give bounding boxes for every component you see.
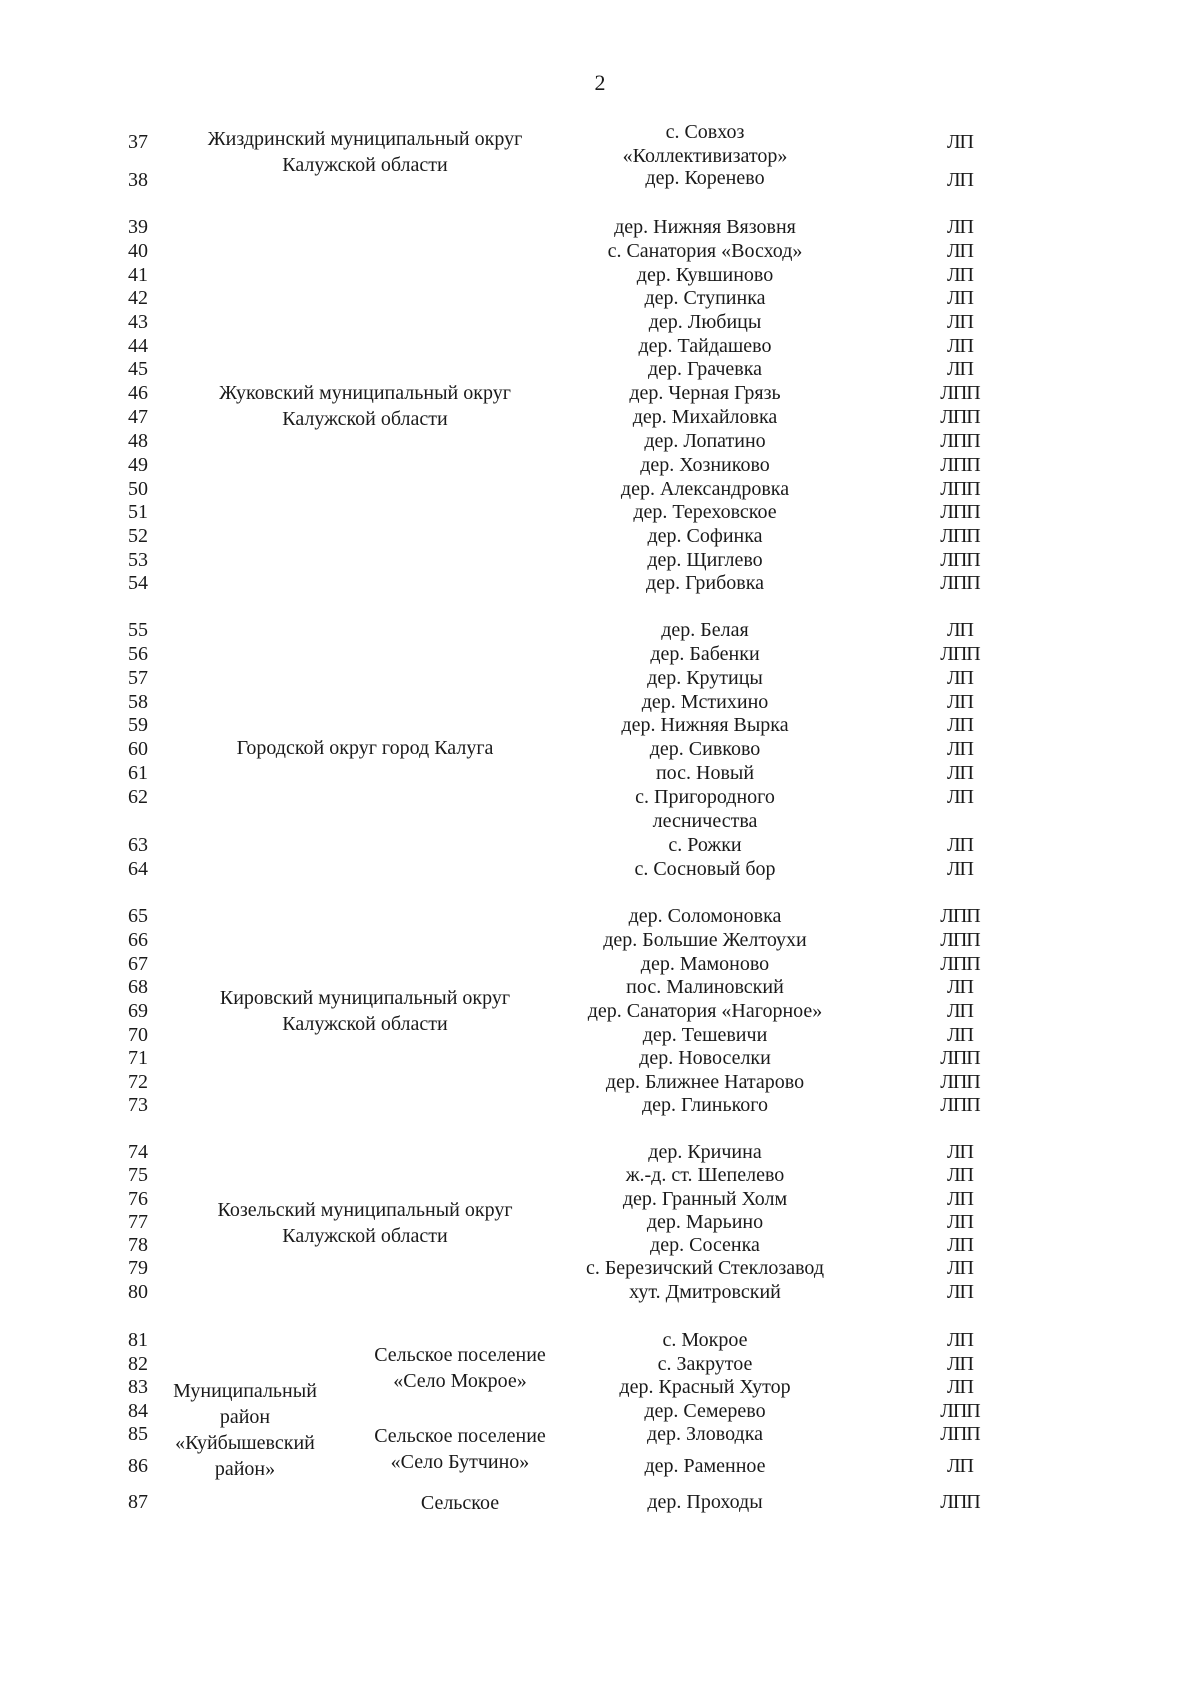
- settlement-name: дер. Марьино: [646, 1211, 764, 1233]
- row-number: 71: [128, 1047, 148, 1069]
- page-number: 2: [594, 70, 606, 95]
- settlement-name: дер. Белая: [661, 619, 749, 641]
- settlement-name: дер. Новоселки: [639, 1047, 771, 1069]
- settlement-name: дер. Соломоновка: [628, 905, 782, 927]
- status-code: ЛПП: [940, 1491, 980, 1513]
- status-code: ЛПП: [940, 572, 980, 594]
- status-code: ЛП: [946, 1329, 973, 1351]
- row-number: 37: [128, 131, 148, 153]
- settlement-name: дер. Тешевичи: [642, 1024, 768, 1046]
- municipality-kuybyshevsky: Муниципальный район «Куйбышевский район»: [173, 1380, 317, 1480]
- status-code: ЛП: [946, 1234, 973, 1256]
- row-number: 46: [128, 382, 148, 404]
- settlement-name: с. Мокрое: [662, 1329, 748, 1351]
- status-code: ЛП: [946, 714, 973, 736]
- municipality-kaluga: Городской округ город Калуга: [236, 737, 494, 759]
- municipality-zhukovsky: Жуковский муниципальный округ Калужской области: [219, 382, 511, 430]
- status-code: ЛП: [946, 287, 973, 309]
- settlement-name: хут. Дмитровский: [629, 1281, 781, 1303]
- row-number: 77: [128, 1211, 148, 1233]
- status-code: ЛП: [946, 1164, 973, 1186]
- row-number: 47: [128, 406, 148, 428]
- municipality-kozelsky: Козельский муниципальный округ Калужской области: [217, 1199, 513, 1247]
- settlement-name: дер. Мамоново: [640, 953, 770, 975]
- settlement-name: дер. Ступинка: [644, 287, 766, 309]
- row-number: 78: [128, 1234, 148, 1256]
- settlement-name: дер. Глинького: [641, 1094, 769, 1116]
- status-code: ЛП: [946, 1141, 973, 1163]
- settlement-name: с. Закрутое: [657, 1353, 753, 1375]
- status-code: ЛП: [946, 169, 973, 191]
- row-number: 87: [128, 1491, 148, 1513]
- settlement-name: дер. Лопатино: [644, 430, 766, 452]
- status-code: ЛПП: [940, 478, 980, 500]
- row-number: 49: [128, 454, 148, 476]
- status-code: ЛП: [946, 1024, 973, 1046]
- settlement-name: дер. Александровка: [620, 478, 790, 500]
- row-number: 81: [128, 1329, 148, 1351]
- row-number: 72: [128, 1071, 148, 1093]
- row-number: 50: [128, 478, 148, 500]
- row-number: 48: [128, 430, 148, 452]
- status-code: ЛП: [946, 738, 973, 760]
- row-number: 82: [128, 1353, 148, 1375]
- settlement-name: дер. Мстихино: [641, 691, 769, 713]
- row-number: 66: [128, 929, 148, 951]
- row-number: 75: [128, 1164, 148, 1186]
- row-number: 83: [128, 1376, 148, 1398]
- row-number: 69: [128, 1000, 148, 1022]
- row-number: 57: [128, 667, 148, 689]
- settlement-mokroe: Сельское поселение «Село Мокрое»: [374, 1344, 546, 1392]
- status-code: ЛПП: [940, 1094, 980, 1116]
- status-code: ЛП: [946, 834, 973, 856]
- status-code: ЛП: [946, 131, 973, 153]
- settlement-butchino: Сельское поселение «Село Бутчино»: [374, 1425, 546, 1473]
- row-number: 70: [128, 1024, 148, 1046]
- row-number: 42: [128, 287, 148, 309]
- status-code: ЛПП: [940, 501, 980, 523]
- status-code: ЛП: [946, 1188, 973, 1210]
- row-number: 52: [128, 525, 148, 547]
- status-code: ЛП: [946, 311, 973, 333]
- row-number: 56: [128, 643, 148, 665]
- row-number: 68: [128, 976, 148, 998]
- settlement-name: дер. Зловодка: [647, 1423, 763, 1445]
- settlement-name: дер. Черная Грязь: [629, 382, 781, 404]
- status-code: ЛП: [946, 264, 973, 286]
- status-code: ЛПП: [940, 525, 980, 547]
- status-code: ЛП: [946, 786, 973, 808]
- row-number: 39: [128, 216, 148, 238]
- settlement-name: дер. Семерево: [644, 1400, 766, 1422]
- settlement-name: дер. Нижняя Вязовня: [614, 216, 796, 238]
- row-number: 53: [128, 549, 148, 571]
- row-number: 80: [128, 1281, 148, 1303]
- settlement-name: ж.-д. ст. Шепелево: [625, 1164, 785, 1186]
- municipality-zhizdrinsky: Жиздринский муниципальный округ Калужской области: [207, 128, 523, 176]
- row-number: 67: [128, 953, 148, 975]
- row-number: 41: [128, 264, 148, 286]
- settlement-name: дер. Коренево: [645, 167, 765, 189]
- row-number: 54: [128, 572, 148, 594]
- status-code: ЛПП: [940, 454, 980, 476]
- settlement-name: дер. Проходы: [647, 1491, 763, 1513]
- status-code: ЛПП: [940, 549, 980, 571]
- settlement-name: дер. Сивково: [649, 738, 761, 760]
- settlement-name: дер. Тайдашево: [638, 335, 772, 357]
- row-number: 84: [128, 1400, 148, 1422]
- row-number: 58: [128, 691, 148, 713]
- settlement-name: дер. Хозниково: [640, 454, 770, 476]
- settlement-name: дер. Красный Хутор: [619, 1376, 791, 1398]
- status-code: ЛПП: [940, 1423, 980, 1445]
- status-code: ЛПП: [940, 953, 980, 975]
- status-code: ЛП: [946, 1353, 973, 1375]
- status-code: ЛП: [946, 1376, 973, 1398]
- row-number: 86: [128, 1455, 148, 1477]
- row-number: 55: [128, 619, 148, 641]
- settlement-name: с. Совхоз «Коллективизатор»: [622, 121, 788, 167]
- status-code: ЛП: [946, 1211, 973, 1233]
- row-number: 38: [128, 169, 148, 191]
- status-code: ЛПП: [940, 1047, 980, 1069]
- settlement-name: с. Рожки: [668, 834, 742, 856]
- row-number: 40: [128, 240, 148, 262]
- row-number: 43: [128, 311, 148, 333]
- settlement-name: дер. Нижняя Вырка: [621, 714, 789, 736]
- status-code: ЛП: [946, 1281, 973, 1303]
- row-number: 76: [128, 1188, 148, 1210]
- status-code: ЛП: [946, 1000, 973, 1022]
- settlement-name: дер. Бабенки: [650, 643, 760, 665]
- status-code: ЛПП: [940, 382, 980, 404]
- settlement-name: дер. Щиглево: [647, 549, 763, 571]
- row-number: 51: [128, 501, 148, 523]
- row-number: 65: [128, 905, 148, 927]
- status-code: ЛПП: [940, 1071, 980, 1093]
- row-number: 59: [128, 714, 148, 736]
- status-code: ЛП: [946, 358, 973, 380]
- settlement-name: дер. Большие Желтоухи: [603, 929, 807, 951]
- settlement-name: с. Березичский Стеклозавод: [585, 1257, 825, 1279]
- settlement-name: с. Санатория «Восход»: [607, 240, 803, 262]
- settlement-name: дер. Раменное: [644, 1455, 766, 1477]
- settlement-name: дер. Софинка: [647, 525, 763, 547]
- row-number: 62: [128, 786, 148, 808]
- status-code: ЛПП: [940, 643, 980, 665]
- settlement-third: Сельское: [420, 1492, 500, 1514]
- row-number: 61: [128, 762, 148, 784]
- status-code: ЛП: [946, 691, 973, 713]
- row-number: 60: [128, 738, 148, 760]
- row-number: 74: [128, 1141, 148, 1163]
- settlement-name: дер. Санатория «Нагорное»: [587, 1000, 823, 1022]
- status-code: ЛПП: [940, 430, 980, 452]
- row-number: 63: [128, 834, 148, 856]
- status-code: ЛПП: [940, 929, 980, 951]
- status-code: ЛП: [946, 1455, 973, 1477]
- settlement-name: дер. Грачевка: [647, 358, 763, 380]
- status-code: ЛП: [946, 858, 973, 880]
- municipality-kirovsky: Кировский муниципальный округ Калужской области: [219, 987, 511, 1035]
- settlement-name: дер. Михайловка: [632, 406, 778, 428]
- settlement-name: с. Сосновый бор: [634, 858, 776, 880]
- settlement-name: дер. Грибовка: [646, 572, 764, 594]
- settlement-name: дер. Тереховское: [633, 501, 777, 523]
- row-number: 79: [128, 1257, 148, 1279]
- status-code: ЛПП: [940, 406, 980, 428]
- row-number: 73: [128, 1094, 148, 1116]
- settlement-name: дер. Сосенка: [650, 1234, 760, 1256]
- settlement-name: дер. Ближнее Натарово: [605, 1071, 805, 1093]
- status-code: ЛП: [946, 240, 973, 262]
- status-code: ЛП: [946, 762, 973, 784]
- row-number: 45: [128, 358, 148, 380]
- settlement-name: пос. Малиновский: [626, 976, 784, 998]
- settlement-name: дер. Любицы: [648, 311, 762, 333]
- status-code: ЛП: [946, 619, 973, 641]
- status-code: ЛПП: [940, 1400, 980, 1422]
- settlement-name: дер. Кричина: [648, 1141, 762, 1163]
- row-number: 64: [128, 858, 148, 880]
- row-number: 44: [128, 335, 148, 357]
- status-code: ЛП: [946, 667, 973, 689]
- settlement-name: дер. Крутицы: [647, 667, 763, 689]
- settlement-name: с. Пригородного лесничества: [635, 786, 775, 832]
- status-code: ЛП: [946, 335, 973, 357]
- settlement-name: пос. Новый: [655, 762, 755, 784]
- status-code: ЛП: [946, 976, 973, 998]
- settlement-name: дер. Кувшиново: [636, 264, 774, 286]
- status-code: ЛП: [946, 216, 973, 238]
- status-code: ЛП: [946, 1257, 973, 1279]
- settlement-name: дер. Гранный Холм: [622, 1188, 788, 1210]
- row-number: 85: [128, 1423, 148, 1445]
- status-code: ЛПП: [940, 905, 980, 927]
